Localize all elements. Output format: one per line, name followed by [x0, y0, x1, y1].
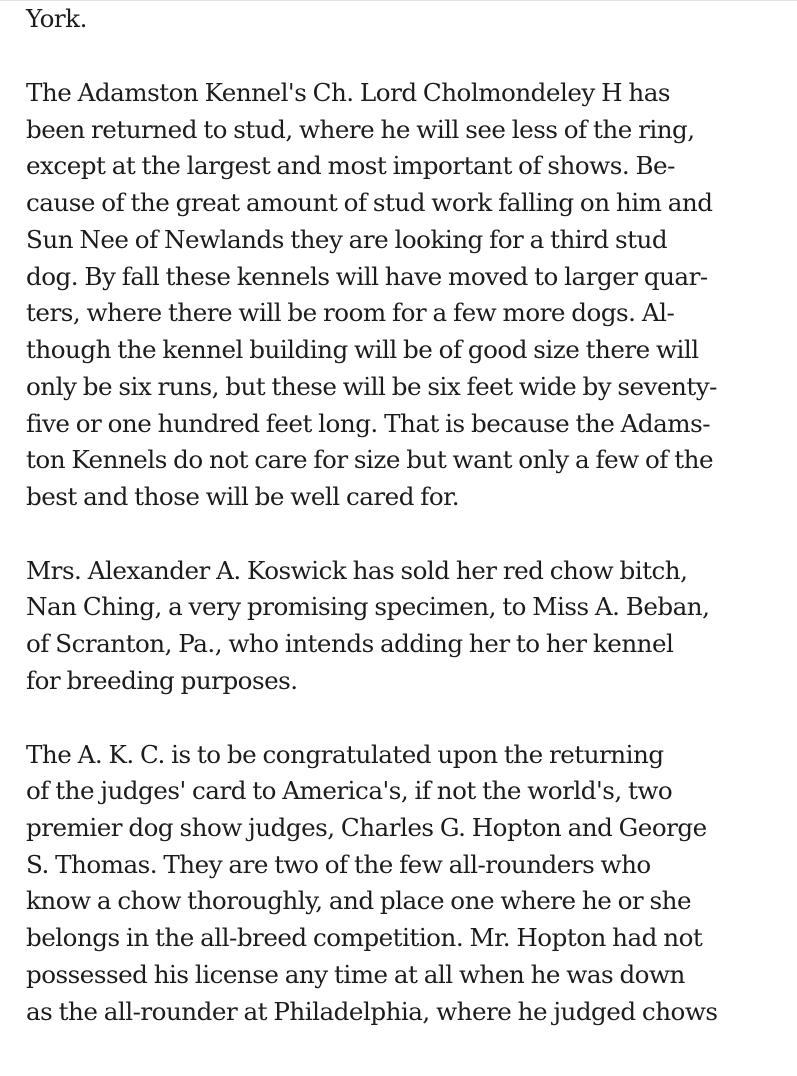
text-line: ton Kennels do not care for size but want only a few of the — [26, 445, 714, 474]
text-line: cause of the great amount of stud work falling on him and — [26, 188, 713, 217]
text-line: know a chow thoroughly, and place one where he or she — [26, 886, 692, 915]
text-line: possessed his license any time at all when he was down — [26, 960, 685, 989]
text-line: of Scranton, Pa., who intends adding her to her kennel — [26, 629, 674, 658]
text-line: Mrs. Alexander A. Koswick has sold her red chow bitch, — [26, 556, 688, 585]
text-line: dog. By fall these kennels will have moved to larger quar- — [26, 262, 708, 291]
text-line: belongs in the all-breed competition. Mr. Hopton had not — [26, 923, 703, 952]
text-line: The Adamston Kennel's Ch. Lord Cholmondeley H has — [26, 78, 670, 107]
top-divider — [0, 0, 797, 1]
text-line: S. Thomas. They are two of the few all-rounders who — [26, 850, 651, 879]
text-line: five or one hundred feet long. That is because the Adams- — [26, 409, 711, 438]
text-line: ters, where there will be room for a few more dogs. Al- — [26, 298, 675, 327]
text-line: only be six runs, but these will be six feet wide by seventy- — [26, 372, 717, 401]
text-line: The A. K. C. is to be congratulated upon the returning — [26, 740, 664, 769]
text-line: for breeding purposes. — [26, 666, 298, 695]
text-line: of the judges' card to America's, if not the world's, two — [26, 776, 673, 805]
text-line: Sun Nee of Newlands they are looking for a third stud — [26, 225, 668, 254]
text-line: as the all-rounder at Philadelphia, where he judged chows — [26, 997, 718, 1026]
text-line: premier dog show judges, Charles G. Hopton and George — [26, 813, 707, 842]
text-line: except at the largest and most important of shows. Be- — [26, 151, 675, 180]
text-line: York. — [26, 4, 87, 33]
text-line: been returned to stud, where he will see less of the ring, — [26, 115, 695, 144]
text-line: best and those will be well cared for. — [26, 482, 460, 511]
text-line: Nan Ching, a very promising specimen, to Miss A. Beban, — [26, 592, 710, 621]
text-line: though the kennel building will be of good size there will — [26, 335, 699, 364]
